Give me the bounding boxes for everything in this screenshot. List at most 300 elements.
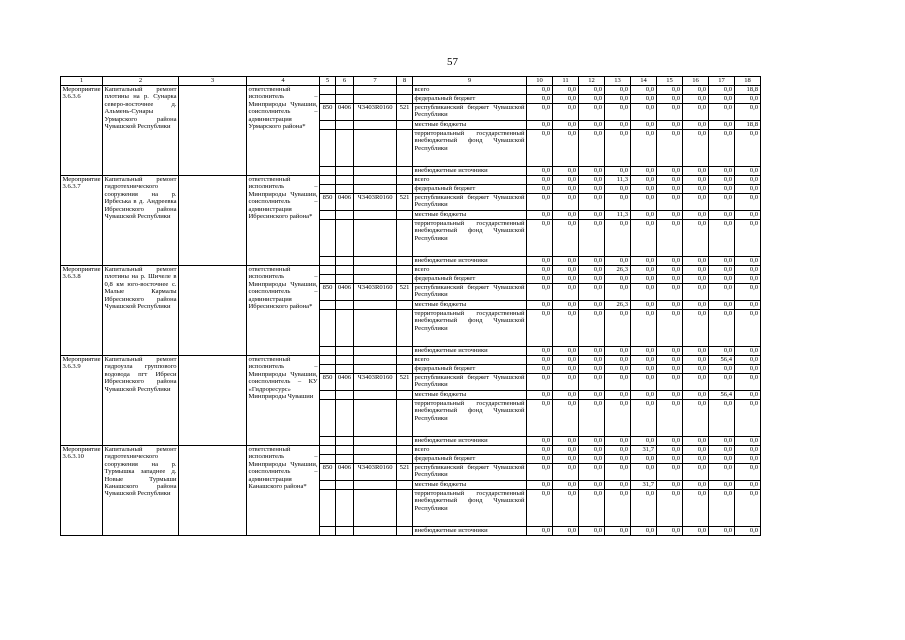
code-cell [336,86,354,95]
value-cell: 0,0 [683,220,709,257]
value-cell: 0,0 [683,310,709,347]
value-cell: 0,0 [553,130,579,167]
value-cell: 0,0 [631,284,657,301]
value-cell: 0,0 [553,275,579,284]
value-cell: 0,0 [709,374,735,391]
value-cell: 0,0 [657,310,683,347]
value-cell: 0,0 [553,437,579,446]
fund-source: республиканский бюджет Чувашской Республики [413,464,527,481]
value-cell: 0,0 [631,121,657,130]
code-cell [336,167,354,176]
vr-code: 521 [397,464,413,481]
value-cell: 0,0 [683,185,709,194]
code-cell [354,95,397,104]
fund-source: территориальный государственный внебюджетный фонд Чувашской Республики [413,490,527,527]
code-cell [336,95,354,104]
code-cell [354,455,397,464]
code-cell [336,400,354,437]
value-cell: 0,0 [657,275,683,284]
goal-cell [179,446,247,536]
code-cell [336,266,354,275]
vr-code: 521 [397,194,413,211]
value-cell: 0,0 [631,211,657,220]
value-cell: 18,8 [735,121,761,130]
value-cell: 0,0 [709,490,735,527]
value-cell: 0,0 [579,266,605,275]
value-cell: 0,0 [683,391,709,400]
value-cell: 0,0 [631,464,657,481]
value-cell: 0,0 [579,347,605,356]
value-cell: 0,0 [605,481,631,490]
value-cell: 0,0 [527,95,553,104]
value-cell: 0,0 [683,266,709,275]
code-cell [397,266,413,275]
code-cell [336,391,354,400]
code-cell [320,437,336,446]
value-cell: 0,0 [605,455,631,464]
code-cell [397,301,413,310]
value-cell: 0,0 [579,437,605,446]
fund-source: федеральный бюджет [413,365,527,374]
value-cell: 0,0 [657,86,683,95]
code-cell [354,481,397,490]
value-cell: 0,0 [553,446,579,455]
code-cell [336,437,354,446]
column-number: 17 [709,77,735,86]
value-cell: 0,0 [553,185,579,194]
code-cell [397,356,413,365]
value-cell: 0,0 [683,437,709,446]
code-cell [336,275,354,284]
value-cell: 0,0 [527,104,553,121]
value-cell: 0,0 [553,391,579,400]
value-cell: 0,0 [527,257,553,266]
column-number: 13 [605,77,631,86]
value-cell: 0,0 [605,167,631,176]
column-number: 3 [179,77,247,86]
value-cell: 0,0 [735,104,761,121]
measure-name: Капитальный ремонт гидротехнического сооружения на р. Ирбеська в д. Андреевка Ибресинского района Чувашской Республики [103,176,179,266]
csr-code: Ч3403R0160 [354,194,397,211]
code-cell [354,211,397,220]
value-cell: 0,0 [735,391,761,400]
value-cell: 0,0 [657,95,683,104]
column-number-row [61,77,761,86]
code-cell [320,365,336,374]
value-cell: 0,0 [631,301,657,310]
value-cell: 0,0 [579,284,605,301]
code-cell [320,455,336,464]
column-number: 9 [413,77,527,86]
value-cell: 0,0 [657,185,683,194]
value-cell: 0,0 [683,365,709,374]
value-cell: 0,0 [553,347,579,356]
value-cell: 0,0 [527,437,553,446]
value-cell: 0,0 [657,284,683,301]
value-cell: 0,0 [579,400,605,437]
code-cell [320,185,336,194]
code-cell [320,121,336,130]
value-cell: 0,0 [579,167,605,176]
fund-source: территориальный государственный внебюджетный фонд Чувашской Республики [413,400,527,437]
value-cell: 0,0 [527,167,553,176]
code-cell [354,167,397,176]
code-cell [397,400,413,437]
executor: ответственный исполнитель – Минприроды Чувашии, соисполнитель – администрация Ибресинского района* [247,266,320,356]
value-cell: 0,0 [579,527,605,536]
column-number: 15 [657,77,683,86]
value-cell: 0,0 [553,310,579,347]
table-row [61,176,761,185]
code-cell [397,130,413,167]
code-cell [320,301,336,310]
value-cell: 11,3 [605,211,631,220]
fund-source: местные бюджеты [413,121,527,130]
value-cell: 0,0 [683,176,709,185]
code-cell [397,86,413,95]
value-cell: 0,0 [605,464,631,481]
value-cell: 0,0 [683,301,709,310]
value-cell: 0,0 [709,257,735,266]
value-cell: 0,0 [709,527,735,536]
fund-source: внебюджетные источники [413,167,527,176]
value-cell: 0,0 [657,455,683,464]
code-cell [397,121,413,130]
value-cell: 0,0 [657,347,683,356]
rzpr-code: 0406 [336,104,354,121]
code-cell [397,176,413,185]
value-cell: 0,0 [553,194,579,211]
csr-code: Ч3403R0160 [354,374,397,391]
rzpr-code: 0406 [336,374,354,391]
fund-source: федеральный бюджет [413,275,527,284]
fund-source: всего [413,86,527,95]
value-cell: 0,0 [709,400,735,437]
value-cell: 0,0 [735,310,761,347]
code-cell [397,275,413,284]
fund-source: всего [413,356,527,365]
fund-source: территориальный государственный внебюджетный фонд Чувашской Республики [413,130,527,167]
value-cell: 0,0 [683,356,709,365]
value-cell: 0,0 [657,365,683,374]
code-cell [320,130,336,167]
value-cell: 0,0 [631,527,657,536]
value-cell: 0,0 [657,356,683,365]
value-cell: 0,0 [527,194,553,211]
fund-source: территориальный государственный внебюджетный фонд Чувашской Республики [413,220,527,257]
code-cell [320,446,336,455]
code-cell [354,391,397,400]
value-cell: 0,0 [553,104,579,121]
code-cell [336,176,354,185]
code-cell [320,167,336,176]
value-cell: 0,0 [631,275,657,284]
value-cell: 0,0 [579,220,605,257]
value-cell: 0,0 [683,121,709,130]
value-cell: 0,0 [631,391,657,400]
table-row [61,356,761,365]
value-cell: 0,0 [631,130,657,167]
value-cell: 0,0 [631,176,657,185]
value-cell: 0,0 [631,356,657,365]
value-cell: 0,0 [631,185,657,194]
column-number: 10 [527,77,553,86]
value-cell: 0,0 [709,211,735,220]
code-cell [397,95,413,104]
value-cell: 18,8 [735,86,761,95]
value-cell: 0,0 [605,400,631,437]
value-cell: 0,0 [657,211,683,220]
value-cell: 0,0 [579,176,605,185]
fund-source: внебюджетные источники [413,527,527,536]
value-cell: 0,0 [579,185,605,194]
value-cell: 0,0 [709,365,735,374]
value-cell: 0,0 [709,104,735,121]
value-cell: 0,0 [527,310,553,347]
code-cell [397,527,413,536]
column-number: 4 [247,77,320,86]
grbs-code: 850 [320,194,336,211]
code-cell [336,490,354,527]
value-cell: 0,0 [631,310,657,347]
value-cell: 0,0 [631,266,657,275]
value-cell: 0,0 [657,400,683,437]
code-cell [354,347,397,356]
value-cell: 0,0 [553,527,579,536]
value-cell: 11,3 [605,176,631,185]
value-cell: 0,0 [657,301,683,310]
code-cell [397,365,413,374]
goal-cell [179,176,247,266]
value-cell: 0,0 [579,257,605,266]
value-cell: 0,0 [579,455,605,464]
goal-cell [179,356,247,446]
value-cell: 31,7 [631,481,657,490]
value-cell: 0,0 [631,257,657,266]
value-cell: 0,0 [605,121,631,130]
value-cell: 0,0 [579,121,605,130]
table-row [61,266,761,275]
value-cell: 0,0 [683,211,709,220]
executor: ответственный исполнитель – Минприроды Чувашии, соисполнитель – КУ «Гидроресурс» Минприроды Чувашии [247,356,320,446]
code-cell [320,527,336,536]
value-cell: 0,0 [605,527,631,536]
value-cell: 0,0 [709,121,735,130]
code-cell [354,185,397,194]
code-cell [354,130,397,167]
value-cell: 0,0 [683,347,709,356]
value-cell: 0,0 [735,446,761,455]
code-cell [320,310,336,347]
value-cell: 0,0 [527,374,553,391]
value-cell: 0,0 [553,356,579,365]
value-cell: 0,0 [631,455,657,464]
value-cell: 0,0 [683,481,709,490]
fund-source: федеральный бюджет [413,185,527,194]
code-cell [336,356,354,365]
value-cell: 0,0 [683,400,709,437]
column-number: 5 [320,77,336,86]
code-cell [336,455,354,464]
code-cell [336,130,354,167]
fund-source: всего [413,266,527,275]
value-cell: 0,0 [631,437,657,446]
value-cell: 0,0 [657,464,683,481]
code-cell [397,167,413,176]
column-number: 2 [103,77,179,86]
value-cell: 0,0 [735,365,761,374]
value-cell: 0,0 [579,194,605,211]
value-cell: 0,0 [579,130,605,167]
code-cell [397,391,413,400]
value-cell: 56,4 [709,391,735,400]
code-cell [320,481,336,490]
value-cell: 0,0 [631,220,657,257]
code-cell [354,527,397,536]
value-cell: 0,0 [527,527,553,536]
value-cell: 31,7 [631,446,657,455]
value-cell: 0,0 [527,365,553,374]
value-cell: 0,0 [527,284,553,301]
value-cell: 0,0 [553,455,579,464]
value-cell: 0,0 [605,391,631,400]
value-cell: 0,0 [579,464,605,481]
value-cell: 0,0 [605,86,631,95]
value-cell: 0,0 [709,86,735,95]
value-cell: 0,0 [683,86,709,95]
value-cell: 0,0 [527,266,553,275]
goal-cell [179,86,247,176]
value-cell: 0,0 [605,257,631,266]
value-cell: 0,0 [579,211,605,220]
value-cell: 0,0 [605,275,631,284]
value-cell: 0,0 [553,211,579,220]
code-cell [397,437,413,446]
code-cell [320,490,336,527]
value-cell: 0,0 [735,347,761,356]
value-cell: 0,0 [527,464,553,481]
value-cell: 0,0 [579,104,605,121]
code-cell [320,257,336,266]
value-cell: 0,0 [709,185,735,194]
executor: ответственный исполнитель – Минприроды Чувашии, соисполнитель – администрация Урмарского района* [247,86,320,176]
measure-name: Капитальный ремонт плотины на р. Сунарка северо-восточнее д. Альмень-Сунары Урмарского района Чувашской Республики [103,86,179,176]
value-cell: 0,0 [735,220,761,257]
column-number: 12 [579,77,605,86]
code-cell [320,266,336,275]
measure-label: Мероприятие 3.6.3.8 [61,266,103,356]
grbs-code: 850 [320,104,336,121]
value-cell: 0,0 [527,490,553,527]
value-cell: 0,0 [579,275,605,284]
value-cell: 0,0 [553,220,579,257]
value-cell: 0,0 [735,400,761,437]
value-cell: 0,0 [683,455,709,464]
value-cell: 0,0 [735,211,761,220]
code-cell [354,220,397,257]
value-cell: 0,0 [683,194,709,211]
value-cell: 0,0 [657,257,683,266]
value-cell: 0,0 [709,301,735,310]
code-cell [354,365,397,374]
value-cell: 0,0 [579,374,605,391]
csr-code: Ч3403R0160 [354,284,397,301]
value-cell: 0,0 [683,167,709,176]
column-number: 6 [336,77,354,86]
value-cell: 26,3 [605,266,631,275]
rzpr-code: 0406 [336,464,354,481]
code-cell [336,220,354,257]
fund-source: местные бюджеты [413,481,527,490]
value-cell: 0,0 [735,481,761,490]
code-cell [354,490,397,527]
grbs-code: 850 [320,374,336,391]
value-cell: 0,0 [631,400,657,437]
value-cell: 0,0 [553,121,579,130]
rzpr-code: 0406 [336,284,354,301]
value-cell: 0,0 [527,121,553,130]
value-cell: 0,0 [527,356,553,365]
code-cell [320,86,336,95]
value-cell: 0,0 [527,301,553,310]
value-cell: 0,0 [527,211,553,220]
value-cell: 0,0 [657,220,683,257]
value-cell: 0,0 [605,446,631,455]
value-cell: 0,0 [683,130,709,167]
value-cell: 26,3 [605,301,631,310]
value-cell: 0,0 [657,481,683,490]
grbs-code: 850 [320,284,336,301]
value-cell: 0,0 [553,176,579,185]
value-cell: 0,0 [579,310,605,347]
code-cell [336,347,354,356]
code-cell [354,275,397,284]
value-cell: 0,0 [553,365,579,374]
measure-name: Капитальный ремонт гидротехнического сооружения на р. Турмышка западнее д. Новые Турмыши Канашского района Чувашской Республики [103,446,179,536]
value-cell: 0,0 [605,95,631,104]
code-cell [397,446,413,455]
csr-code: Ч3403R0160 [354,464,397,481]
fund-source: федеральный бюджет [413,455,527,464]
fund-source: всего [413,446,527,455]
value-cell: 0,0 [735,284,761,301]
value-cell: 0,0 [709,176,735,185]
executor: ответственный исполнитель – Минприроды Чувашии, соисполнитель – администрация Канашского района* [247,446,320,536]
code-cell [336,211,354,220]
value-cell: 0,0 [683,275,709,284]
value-cell: 0,0 [579,301,605,310]
value-cell: 0,0 [735,176,761,185]
value-cell: 0,0 [631,194,657,211]
value-cell: 0,0 [579,446,605,455]
value-cell: 0,0 [553,86,579,95]
code-cell [354,400,397,437]
code-cell [336,121,354,130]
code-cell [354,356,397,365]
value-cell: 0,0 [735,374,761,391]
value-cell: 0,0 [735,95,761,104]
value-cell: 0,0 [605,185,631,194]
value-cell: 0,0 [683,95,709,104]
code-cell [397,310,413,347]
measure-label: Мероприятие 3.6.3.10 [61,446,103,536]
value-cell: 0,0 [709,266,735,275]
value-cell: 0,0 [709,310,735,347]
code-cell [354,446,397,455]
value-cell: 0,0 [579,481,605,490]
code-cell [320,391,336,400]
column-number: 16 [683,77,709,86]
